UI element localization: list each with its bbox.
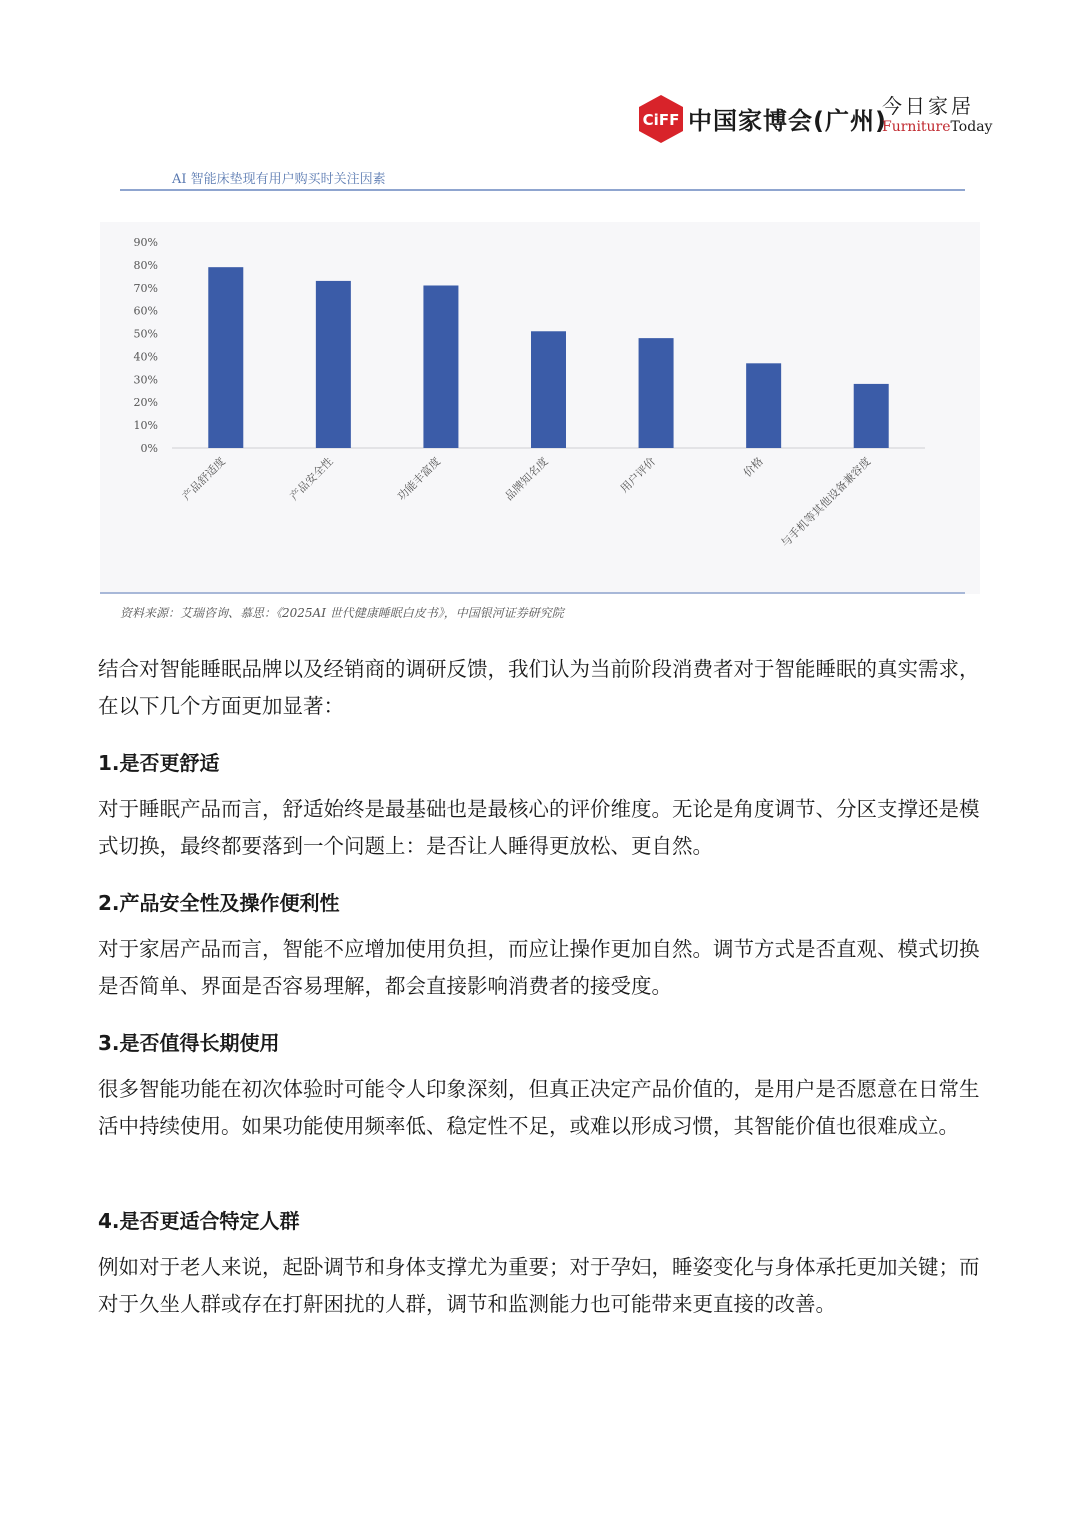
chart-title: AI 智能床垫现有用户购买时关注因素 — [172, 172, 386, 187]
chart-bottom-rule — [100, 592, 965, 594]
x-tick-label: 产品舒适度 — [179, 454, 228, 504]
bar — [639, 338, 674, 448]
y-tick-label: 70% — [133, 281, 158, 295]
heading-longterm: 3.是否值得长期使用 — [98, 1031, 280, 1055]
y-tick-label: 80% — [133, 258, 158, 272]
ciff-logo-icon — [638, 94, 684, 144]
paragraph-specific-groups: 例如对于老人来说，起卧调节和身体支撑尤为重要；对于孕妇，睡姿变化与身体承托更加关键；而对于久坐人群或存在打鼾困扰的人群，调节和监测能力也可能带来更直接的改善。 — [98, 1255, 980, 1316]
chart-figure — [100, 160, 980, 630]
bar-chart — [100, 160, 980, 630]
paragraph-safety: 对于家居产品而言，智能不应增加使用负担，而应让操作更加自然。调节方式是否直观、模式切换是否简单、界面是否容易理解，都会直接影响消费者的接受度。 — [98, 937, 980, 998]
ciff-name: 中国家博会(广州) — [688, 107, 887, 135]
y-tick-label: 10% — [133, 419, 158, 433]
bar — [316, 281, 351, 448]
furniture-today-cn: 今日家居 — [882, 94, 974, 118]
x-tick-label: 功能丰富度 — [394, 454, 444, 504]
heading-specific-groups: 4.是否更适合特定人群 — [98, 1209, 300, 1233]
paragraph-longterm: 很多智能功能在初次体验时可能令人印象深刻，但真正决定产品价值的，是用户是否愿意在日常生活中持续使用。如果功能使用频率低、稳定性不足，或难以形成习惯，其智能价值也很难成立。 — [98, 1077, 980, 1138]
furniture-today-en-a: Furniture — [882, 119, 951, 135]
heading-comfort: 1.是否更舒适 — [98, 751, 220, 775]
heading-safety: 2.产品安全性及操作便利性 — [98, 891, 340, 915]
y-tick-label: 60% — [133, 304, 158, 318]
bar — [746, 363, 781, 448]
bar — [208, 267, 243, 448]
bar — [423, 285, 458, 448]
y-tick-label: 40% — [133, 350, 158, 364]
y-tick-label: 0% — [140, 442, 158, 455]
x-tick-label: 品牌知名度 — [502, 454, 551, 504]
furniture-today-logo — [882, 94, 993, 136]
chart-source: 资料来源：艾瑞咨询、慕思：《2025AI 世代健康睡眠白皮书》，中国银河证券研究院 — [120, 606, 564, 620]
paragraph-comfort: 对于睡眠产品而言，舒适始终是最基础也是最核心的评价维度。无论是角度调节、分区支撑还是模式切换，最终都要落到一个问题上：是否让人睡得更放松、更自然。 — [98, 797, 980, 858]
bar — [531, 331, 566, 448]
bar — [854, 384, 889, 448]
x-tick-label: 用户评价 — [617, 454, 659, 496]
x-tick-label: 产品安全性 — [287, 454, 336, 504]
y-tick-label: 20% — [133, 396, 158, 410]
x-tick-label: 价格 — [741, 454, 766, 480]
furniture-today-en-b: Today — [950, 119, 993, 135]
y-tick-label: 50% — [133, 327, 158, 341]
ciff-logo-text: CiFF — [642, 111, 680, 129]
intro-paragraph: 结合对智能睡眠品牌以及经销商的调研反馈，我们认为当前阶段消费者对于智能睡眠的真实需求，在以下几个方面更加显著： — [98, 657, 980, 718]
y-tick-label: 30% — [133, 373, 158, 387]
x-tick-label: 与手机等其他设备兼容度 — [778, 454, 874, 550]
y-tick-label: 90% — [133, 236, 158, 249]
furniture-today-en — [882, 118, 993, 136]
